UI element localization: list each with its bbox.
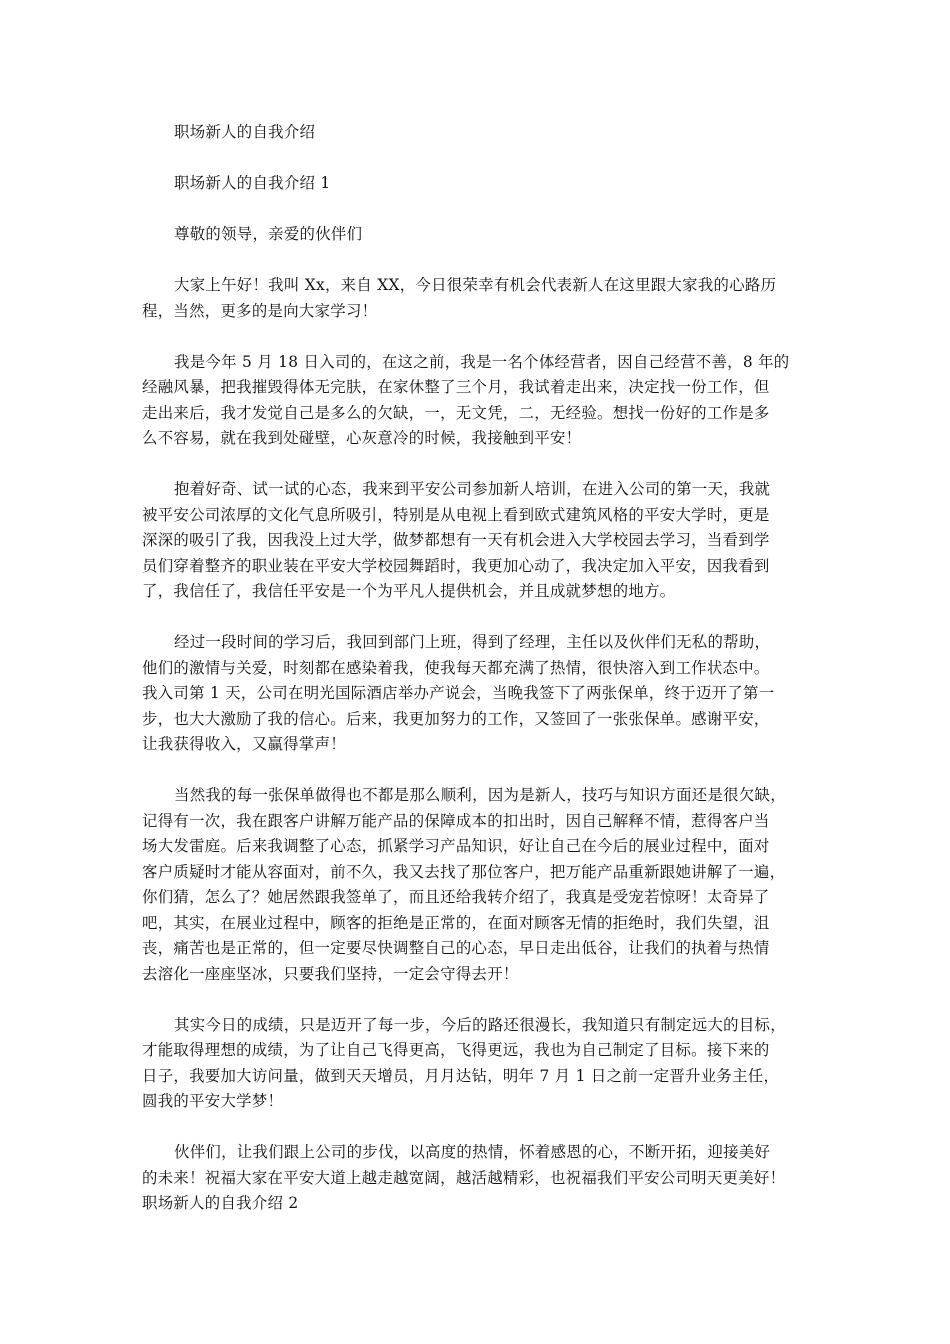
paragraph [142, 1013, 808, 1115]
paragraph-line: 才能取得理想的成绩，为了让自己飞得更高，飞得更远，我也为自己制定了目标。接下来的 [142, 1041, 770, 1059]
paragraph-line: 你们猜，怎么了？她居然跟我签单了，而且还给我转介绍了，我真是受宠若惊呀！太奇异了 [142, 888, 770, 906]
paragraph-line: 我入司第 1 天，公司在明光国际酒店举办产说会，当晚我签下了两张保单，终于迈开了第一 [142, 684, 775, 702]
paragraph-line: 的未来！祝福大家在平安大道上越走越宽阔，越活越精彩，也祝福我们平安公司明天更美好！ [142, 1168, 786, 1187]
section-title-next: 职场新人的自我介绍 2 [142, 1194, 299, 1212]
paragraph-line: 经过一段时间的学习后，我回到部门上班，得到了经理，主任以及伙伴们无私的帮助， [174, 633, 771, 651]
paragraph-line: 步，也大大激励了我的信心。后来，我更加努力的工作，又签回了一张张保单。感谢平安， [142, 709, 770, 728]
paragraph-line: 圆我的平安大学梦！ [142, 1092, 284, 1110]
greeting: 尊敬的领导，亲爱的伙伴们 [174, 225, 363, 243]
paragraph-line: 经融风暴，把我摧毁得体无完肤，在家休整了三个月，我试着走出来，决定找一份工作，但 [142, 378, 770, 396]
paragraph-line: 让我获得收入，又赢得掌声！ [142, 735, 346, 753]
document-page [142, 120, 808, 1242]
paragraph-line: 员们穿着整齐的职业装在平安大学校园舞蹈时，我更加心动了，我决定加入平安，因我看到 [142, 556, 770, 575]
section-title: 职场新人的自我介绍 1 [174, 174, 331, 192]
paragraph-line: 了，我信任了，我信任平安是一个为平凡人提供机会，并且成就梦想的地方。 [142, 582, 676, 600]
paragraph-line: 客户质疑时才能从容面对，前不久，我又去找了那位客户，把万能产品重新跟她讲解了一遍， [142, 862, 786, 881]
paragraph-line: 日子，我要加大访问量，做到天天增员，月月达钻，明年 7 月 1 日之前一定晋升业务主任， [142, 1066, 780, 1085]
paragraph-line: 他们的激情与关爱，时刻都在感染着我，使我每天都充满了热情，很快溶入到工作状态中。 [142, 658, 770, 677]
paragraph [142, 477, 808, 605]
paragraph-line: 程，当然，更多的是向大家学习！ [142, 301, 378, 320]
paragraph-line: 丧，痛苦也是正常的，但一定要尽快调整自己的心态，早日走出低谷，让我们的执着与热情 [142, 939, 770, 957]
paragraph-line: 场大发雷庭。后来我调整了心态，抓紧学习产品知识，好让自己在今后的展业过程中，面对 [142, 837, 770, 855]
paragraph-line: 记得有一次，我在跟客户讲解万能产品的保障成本的扣出时，因自己解释不情，惹得客户当 [142, 811, 770, 830]
paragraph-line: 被平安公司浓厚的文化气息所吸引，特别是从电视上看到欧式建筑风格的平安大学时，更是 [142, 505, 770, 524]
paragraph-line: 抱着好奇、试一试的心态，我来到平安公司参加新人培训，在进入公司的第一天，我就 [174, 480, 771, 498]
paragraph-line: 么不容易，就在我到处碰壁，心灰意冷的时候，我接触到平安！ [142, 429, 582, 447]
paragraph-line: 大家上午好！我叫 Xx，来自 XX，今日很荣幸有机会代表新人在这里跟大家我的心路历 [174, 276, 777, 294]
paragraph-line: 去溶化一座座坚冰，只要我们坚持，一定会守得去开！ [142, 964, 519, 983]
paragraph [142, 273, 808, 324]
paragraph-line: 吧，其实，在展业过程中，顾客的拒绝是正常的，在面对顾客无情的拒绝时，我们失望，沮 [142, 913, 770, 932]
paragraph [142, 1140, 808, 1217]
paragraph [142, 783, 808, 987]
document-title: 职场新人的自我介绍 [174, 123, 316, 141]
paragraph-line: 伙伴们，让我们跟上公司的步伐，以高度的热情，怀着感恩的心，不断开拓，迎接美好 [174, 1143, 771, 1161]
paragraph [142, 350, 808, 452]
paragraph-line: 我是今年 5 月 18 日入司的，在这之前，我是一名个体经营者，因自己经营不善，8 年的 [174, 352, 790, 371]
paragraph [142, 630, 808, 758]
paragraph-line: 深深的吸引了我，因我没上过大学，做梦都想有一天有机会进入大学校园去学习，当看到学 [142, 531, 770, 549]
paragraph-line: 当然我的每一张保单做得也不都是那么顺利，因为是新人，技巧与知识方面还是很欠缺， [174, 786, 786, 804]
paragraph-line: 其实今日的成绩，只是迈开了每一步，今后的路还很漫长，我知道只有制定远大的目标， [174, 1015, 786, 1034]
paragraph-line: 走出来后，我才发觉自己是多么的欠缺，一，无文凭，二，无经验。想找一份好的工作是多 [142, 403, 770, 422]
